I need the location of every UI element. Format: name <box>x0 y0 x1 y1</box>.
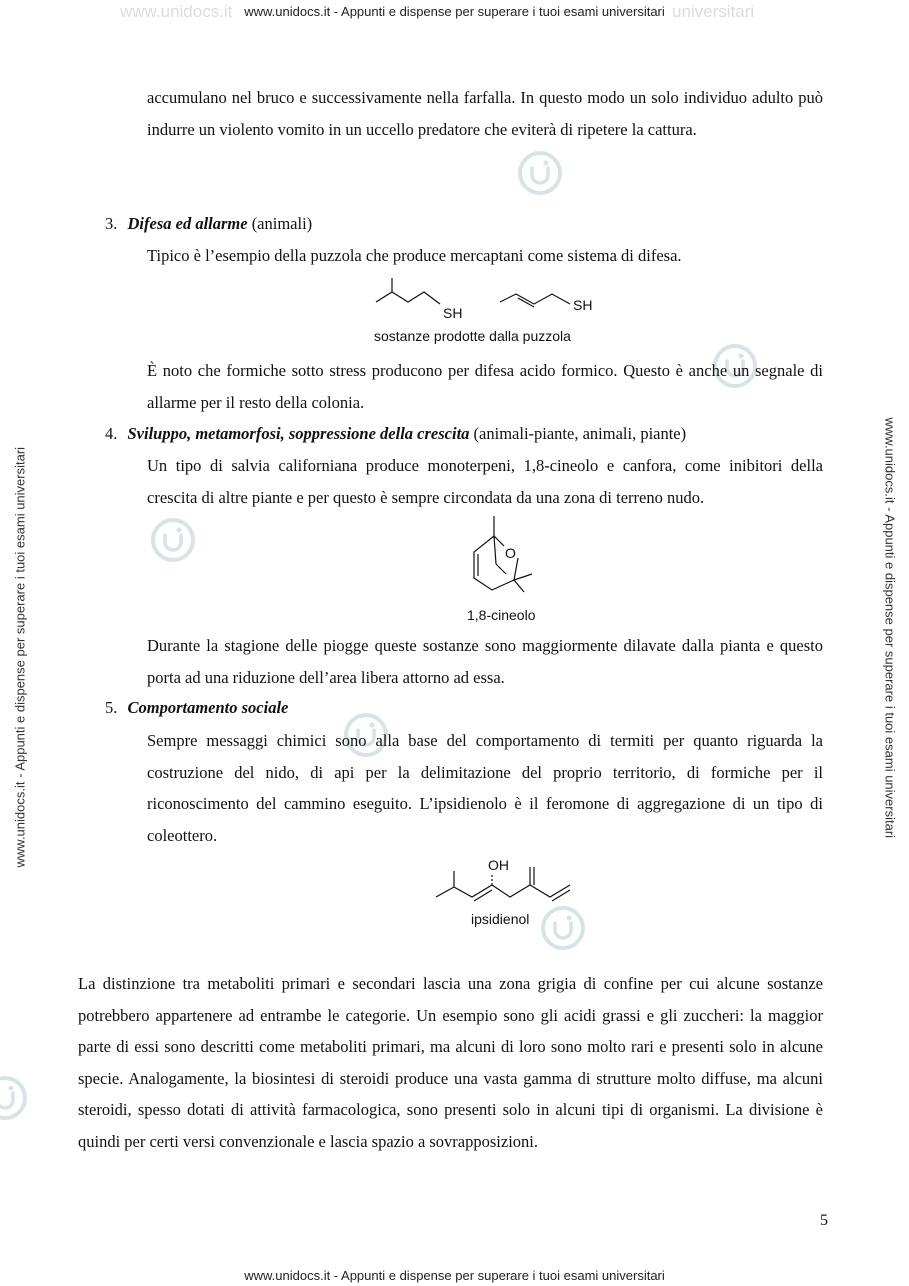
ghost-watermark-left: www.unidocs.it <box>120 2 233 21</box>
thiol-label: SH <box>573 297 593 313</box>
unidocs-logo-icon <box>540 905 586 951</box>
item-title: Sviluppo, metamorfosi, soppressione della crescita <box>127 424 470 443</box>
intro-paragraph: accumulano nel bruco e successivamente nella farfalla. In questo modo un solo individuo adulto può indurre un violento vomito in un uccello predatore che eviterà di ripetere la cattura. <box>147 88 823 139</box>
item-number: 4. <box>105 424 118 443</box>
side-watermark-right: www.unidocs.it - Appunti e dispense per superare i tuoi esami universitari <box>882 417 898 839</box>
footer-watermark: www.unidocs.it - Appunti e dispense per superare i tuoi esami universitari <box>244 1268 665 1283</box>
item-5-heading <box>105 692 825 724</box>
item-number: 3. <box>105 214 118 233</box>
unidocs-logo-icon <box>517 150 563 196</box>
page-number: 5 <box>820 1212 828 1229</box>
oxygen-label: O <box>505 545 516 561</box>
item-4-text-2: Durante la stagione delle piogge queste sostanze sono maggiormente dilavate dalla pianta e questo porta ad una riduzione dell’area libera attorno ad essa. <box>147 636 823 687</box>
closing-paragraph: La distinzione tra metaboliti primari e secondari lascia una zona grigia di confine per cui alcune sostanze potrebbero appartenere ad entrambe le categorie. Un esempio sono gli acidi grassi e gli zuccheri: la maggior parte di essi sono descritti come metaboliti primari, ma alcuni di loro sono molto rari e presenti solo in alcune specie. Analogamente, la biosintesi di steroidi produce una vasta gamma di strutture molto diffuse, ma alcuni steroidi, spesso dotati di attività farmacologica, sono presenti solo in alcuni tipi di organismi. La divisione è quindi per certi versi convenzionale e lascia spazio a sovrapposizioni. <box>78 974 823 1151</box>
ipsidienol-structure-figure <box>434 855 576 903</box>
figure-caption: ipsidienol <box>471 911 530 927</box>
thiol-label: SH <box>443 305 463 321</box>
item-scope: (animali-piante, animali, piante) <box>473 424 687 443</box>
item-number: 5. <box>105 698 118 717</box>
unidocs-logo-icon <box>150 517 196 563</box>
item-scope: (animali) <box>251 214 313 233</box>
item-3-heading <box>105 208 825 240</box>
unidocs-logo-icon <box>0 1075 28 1121</box>
mercaptan-structures-figure <box>372 278 612 324</box>
figure-caption: sostanze prodotte dalla puzzola <box>374 328 571 344</box>
header-watermark: www.unidocs.it - Appunti e dispense per superare i tuoi esami universitari <box>244 4 665 19</box>
item-4-text-1: Un tipo di salvia californiana produce monoterpeni, 1,8-cineolo e canfora, come inibitori della crescita di altre piante e per questo è sempre circondata da una zona di terreno nudo. <box>147 456 823 507</box>
hydroxyl-label: OH <box>488 857 509 873</box>
item-title: Difesa ed allarme <box>127 214 248 233</box>
cineole-structure-figure <box>466 514 536 598</box>
side-watermark-left: www.unidocs.it - Appunti e dispense per superare i tuoi esami universitari <box>12 446 28 868</box>
item-5-text-1: Sempre messaggi chimici sono alla base del comportamento di termiti per quanto riguarda la costruzione del nido, di api per la delimitazione del proprio territorio, di formiche per il riconoscimento del cammino eseguito. L’ipsidienolo è il feromone di aggregazione di un tipo di coleottero. <box>147 731 823 845</box>
item-3-text-2: È noto che formiche sotto stress producono per difesa acido formico. Questo è anche un segnale di allarme per il resto della colonia. <box>147 361 823 412</box>
figure-caption: 1,8-cineolo <box>467 607 536 623</box>
item-4-heading <box>105 418 825 450</box>
item-title: Comportamento sociale <box>127 698 289 717</box>
item-3-text-1: Tipico è l’esempio della puzzola che produce mercaptani come sistema di difesa. <box>147 246 682 265</box>
ghost-watermark-right: universitari <box>672 2 755 21</box>
